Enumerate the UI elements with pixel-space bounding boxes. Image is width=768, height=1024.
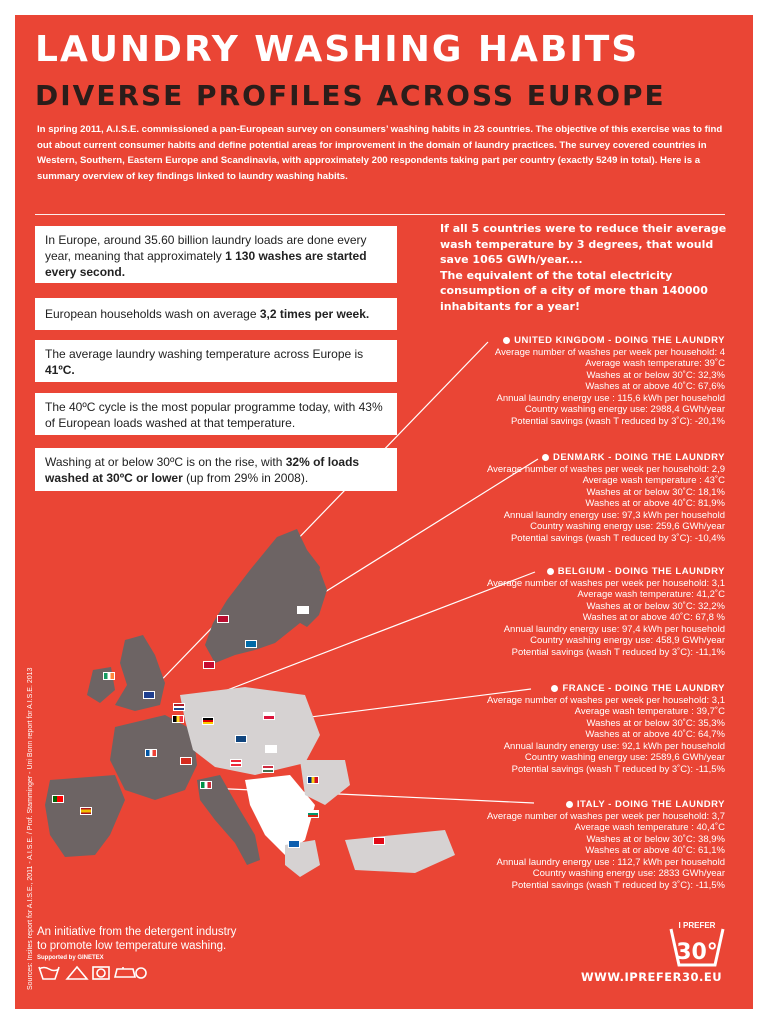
belgium-flag-icon [172, 715, 184, 723]
france-flag-icon [145, 749, 157, 757]
bullet-dot-icon [566, 801, 573, 808]
website-link[interactable]: WWW.IPREFER30.EU [581, 970, 723, 984]
country-stat: Country washing energy use: 2589,6 GWh/year [524, 752, 725, 763]
bullet-dot-icon [547, 568, 554, 575]
country-block-italy [487, 799, 725, 891]
romania-flag-icon [307, 776, 319, 784]
country-stat: Potential savings (wash T reduced by 3˚C): -11,5% [511, 763, 725, 775]
country-stat: Washes at or below 30˚C: 32,2% [586, 600, 725, 612]
map-iberia [45, 775, 125, 857]
country-stat: Washes at or above 40˚C: 64,7% [585, 729, 725, 740]
czech-flag-icon [235, 735, 247, 743]
denmark-flag-icon [203, 661, 215, 669]
country-stat: Annual laundry energy use : 115,6 kWh per household [496, 392, 725, 404]
fact-highlight: 41ºC. [45, 363, 75, 377]
fact-text: European households wash on average [45, 307, 260, 321]
intro-paragraph: In spring 2011, A.I.S.E. commissioned a pan-European survey on consumers’ washing habits in 23 countries. The objective of this exercise was to find out about current consumer habits and define potential areas for improvement in the domain of laundry practices. The survey covered countries in Western, Southern, Eastern Europe and Scandinavia, with approximately 200 respondents taking part per country (exactly 5249 in total). Here is a summary overview of key findings linked to laundry washing habits. [37, 124, 723, 182]
initiative-line-2: to promote low temperature washing. [37, 940, 227, 952]
country-stat: Annual laundry energy use: 92,1 kWh per household [503, 740, 725, 752]
initiative-text [37, 925, 236, 953]
fact-box-loads [35, 226, 397, 283]
bullet-dot-icon [542, 454, 549, 461]
country-stat: Average number of washes per week per household: 4 [494, 346, 725, 358]
germany-flag-icon [202, 717, 214, 725]
map-central-europe [180, 687, 320, 775]
country-stat: Average wash temperature : 39,7˚C [574, 706, 725, 717]
bullet-dot-icon [551, 685, 558, 692]
map-uk [115, 635, 165, 711]
country-heading: DENMARK - DOING THE LAUNDRY [552, 452, 725, 463]
country-stat: Annual laundry energy use: 97,4 kWh per household [503, 623, 725, 635]
fact-text: Washing at or below 30ºC is on the rise, with [45, 455, 286, 469]
country-stat: Potential savings (wash T reduced by 3˚C): -11,1% [511, 646, 725, 658]
slovakia-flag-icon [265, 745, 277, 753]
country-stat: Country washing energy use: 2833 GWh/year [532, 868, 725, 879]
sweden-flag-icon [245, 640, 257, 648]
norway-flag-icon [217, 615, 229, 623]
country-block-france [487, 683, 725, 775]
country-stat: Country washing energy use: 2988,4 GWh/year [524, 404, 725, 415]
country-stat: Average wash temperature: 41,2˚C [577, 589, 725, 600]
savings-line-1: If all 5 countries were to reduce their average wash temperature by 3 degrees, that would save 1065 GWh/year.... [440, 222, 727, 266]
page-title: LAUNDRY WASHING HABITS [35, 29, 640, 70]
country-heading: BELGIUM - DOING THE LAUNDRY [557, 566, 725, 577]
country-stat: Average wash temperature : 40,4˚C [574, 822, 725, 833]
switzerland-flag-icon [180, 757, 192, 765]
savings-line-2: The equivalent of the total electricity consumption of a city of more than 140000 inhabitants for a year! [440, 268, 708, 313]
portugal-flag-icon [52, 795, 64, 803]
greece-flag-icon [288, 840, 300, 848]
austria-flag-icon [230, 759, 242, 767]
map-turkey [345, 830, 455, 873]
country-stat: Washes at or below 30˚C: 18,1% [586, 486, 725, 498]
i-prefer-30-logo-icon [667, 919, 727, 969]
fact-box-40c-cycle [35, 393, 397, 435]
fact-highlight: 32% of loads washed at 30ºC or lower [45, 455, 360, 485]
italy-flag-icon [200, 781, 212, 789]
country-stat: Washes at or below 30˚C: 38,9% [586, 833, 725, 845]
bulgaria-flag-icon [307, 810, 319, 818]
country-stat: Average number of washes per week per household: 2,9 [486, 463, 725, 475]
country-stat: Country washing energy use: 259,6 GWh/year [530, 521, 725, 532]
country-stat: Annual laundry energy use: 97,3 kWh per household [503, 509, 725, 521]
fact-text: In Europe, around 35.60 billion laundry loads are done every year, meaning that approximately [45, 233, 367, 263]
country-block-uk [495, 335, 725, 427]
logo-top-text: I PREFER [678, 921, 716, 930]
country-heading: UNITED KINGDOM - DOING THE LAUNDRY [514, 335, 725, 346]
country-stat: Washes at or below 30˚C: 35,3% [586, 717, 725, 729]
fact-box-temperature [35, 340, 397, 382]
fact-text: (up from 29% in 2008). [182, 471, 309, 485]
country-stat: Washes at or below 30˚C: 32,3% [586, 369, 725, 381]
finland-flag-icon [297, 606, 309, 614]
poster [15, 15, 753, 1009]
country-stat: Average number of washes per week per household: 3,7 [486, 810, 725, 822]
country-stat: Average number of washes per week per household: 3,1 [486, 694, 725, 706]
ireland-flag-icon [103, 672, 115, 680]
fact-highlight: 1 130 washes are started every second. [45, 249, 367, 279]
poland-flag-icon [263, 712, 275, 720]
country-heading: ITALY - DOING THE LAUNDRY [576, 799, 725, 810]
ginetex-care-symbols-icon [37, 963, 147, 983]
initiative-line-1: An initiative from the detergent industry [37, 926, 237, 938]
hungary-flag-icon [262, 765, 274, 773]
country-block-belgium [487, 566, 725, 658]
country-stat: Washes at or above 40˚C: 67,8 % [582, 612, 725, 623]
fact-box-frequency [35, 298, 397, 330]
country-block-denmark [487, 452, 725, 544]
country-heading: FRANCE - DOING THE LAUNDRY [562, 683, 725, 694]
country-stat: Potential savings (wash T reduced by 3˚C): -20,1% [510, 415, 725, 427]
country-stat: Washes at or above 40˚C: 81,9% [585, 498, 725, 509]
country-stat: Washes at or above 40˚C: 61,1% [585, 845, 725, 856]
country-stat: Average wash temperature: 39˚C [585, 358, 725, 369]
spain-flag-icon [80, 807, 92, 815]
fact-highlight: 3,2 times per week. [259, 307, 370, 321]
sources-note: Sources: Insites report for A.I.S.E., 2011 - A.I.S.E. / Prof. Stamminger - Uni Bonn report for A.I.S.E. 2013 [27, 667, 34, 990]
country-stat: Average wash temperature : 43˚C [582, 475, 725, 486]
page-subtitle: DIVERSE PROFILES ACROSS EUROPE [35, 79, 666, 112]
uk-flag-icon [143, 691, 155, 699]
country-stat: Annual laundry energy use : 112,7 kWh per household [496, 856, 725, 868]
supported-by-label: Supported by GINETEX [37, 955, 104, 961]
country-stat: Country washing energy use: 458,9 GWh/year [530, 635, 725, 646]
netherlands-flag-icon [173, 703, 185, 711]
fact-text: The average laundry washing temperature across Europe is [45, 347, 364, 361]
turkey-flag-icon [373, 837, 385, 845]
logo-temp-text: 30° [676, 940, 718, 965]
country-stat: Washes at or above 40˚C: 67,6% [585, 381, 725, 392]
country-stat: Potential savings (wash T reduced by 3˚C): -11,5% [511, 879, 725, 891]
country-stat: Potential savings (wash T reduced by 3˚C): -10,4% [510, 532, 725, 544]
fact-text: The 40ºC cycle is the most popular programme today, with 43% of European loads washed at that temperature. [45, 400, 383, 430]
savings-callout [440, 221, 740, 314]
country-stat: Average number of washes per week per household: 3,1 [486, 577, 725, 589]
fact-box-30c-rise [35, 448, 397, 491]
bullet-dot-icon [503, 337, 510, 344]
